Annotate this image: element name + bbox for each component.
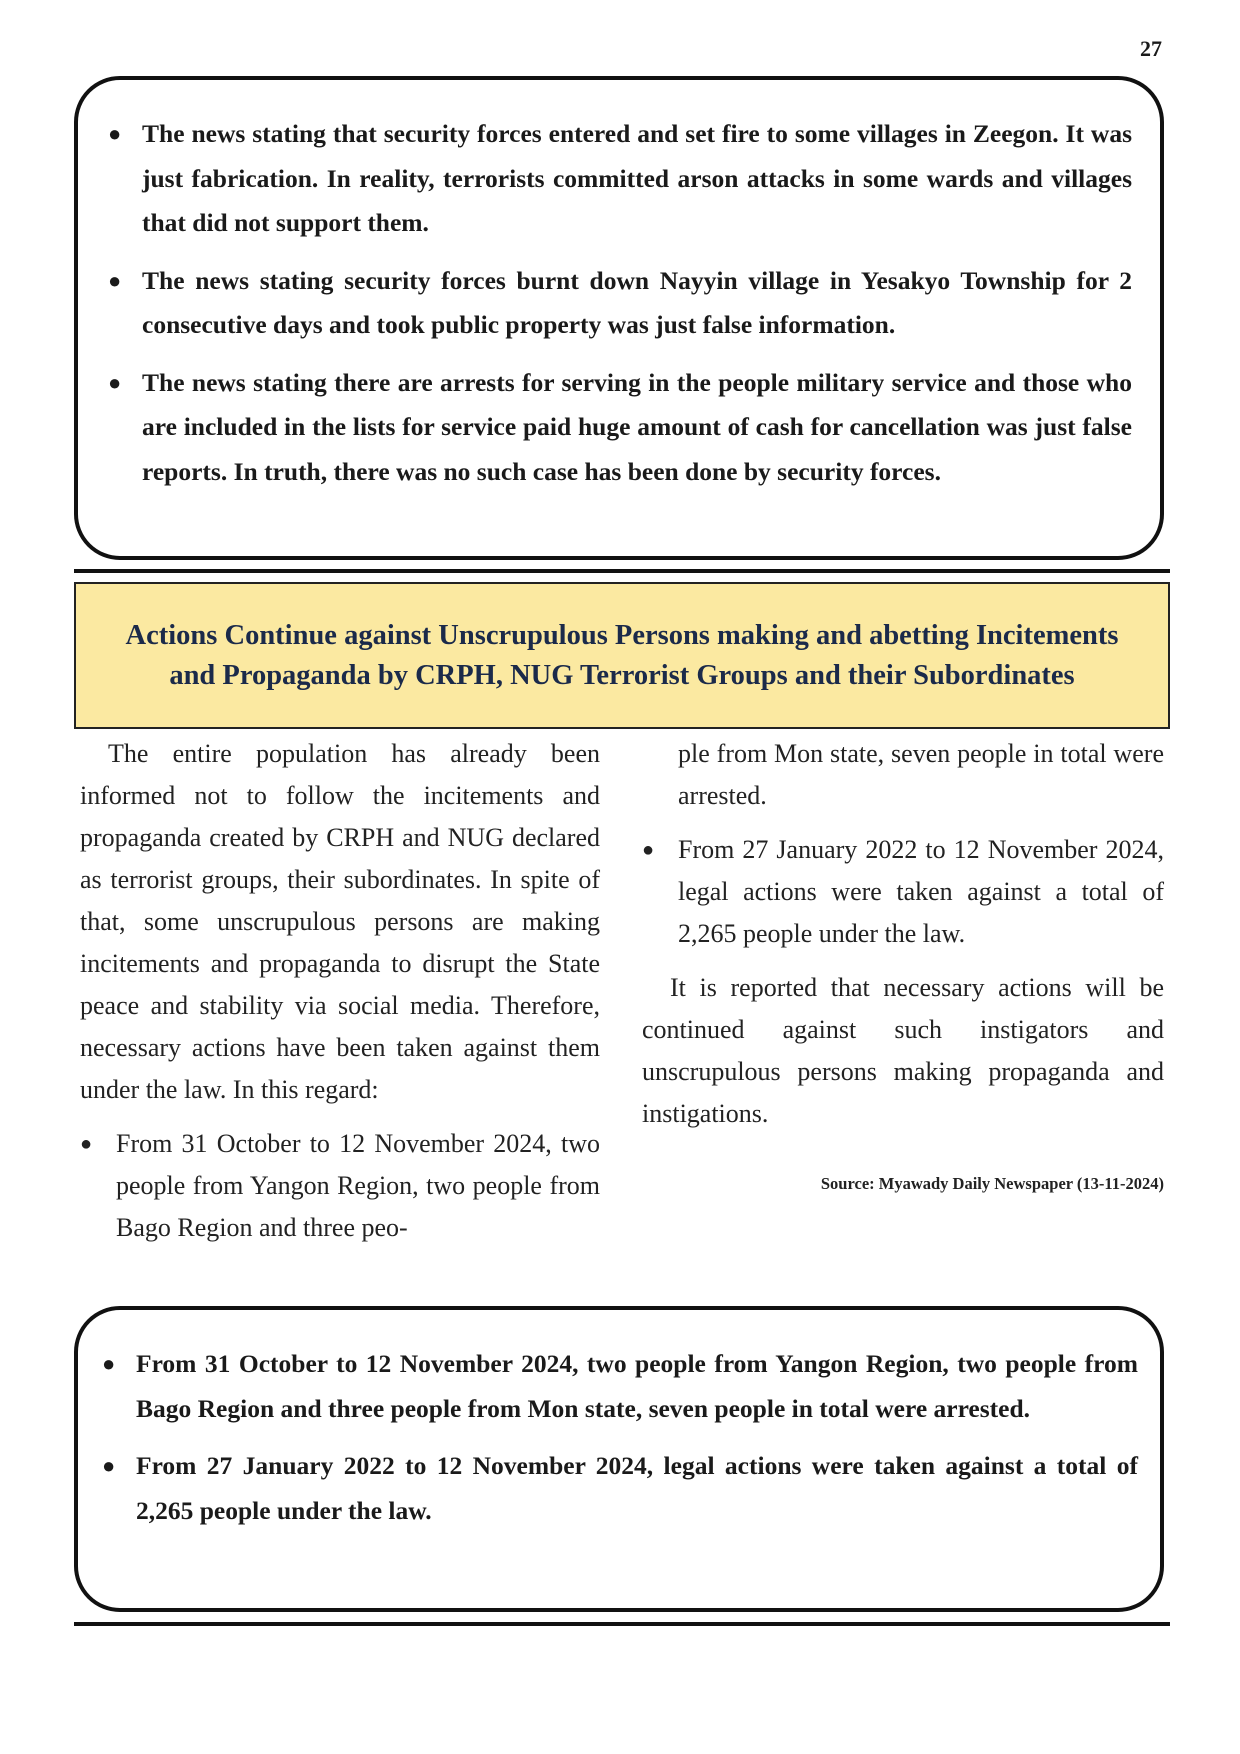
bullet-icon: ●	[80, 1133, 93, 1155]
list-item: ● The news stating security forces burnt down Nayyin village in Yesakyo Township for 2 consecutive days and took public property was just false information.	[142, 259, 1132, 348]
divider	[74, 1622, 1170, 1626]
article-closing: It is reported that necessary actions will be continued against such instigators and unscrupulous persons making propaganda and instigations.	[642, 973, 1164, 1128]
article-title: Actions Continue against Unscrupulous Persons making and abetting Incitements and Propaganda by CRPH, NUG Terrorist Groups and their Subordinates	[125, 619, 1119, 691]
article-title-banner	[74, 582, 1170, 729]
bullet-icon: ●	[108, 267, 122, 293]
list-item: ● From 27 January 2022 to 12 November 2024, legal actions were taken against a total of 2,265 people under the law.	[642, 829, 1164, 955]
list-item: ● The news stating there are arrests for serving in the people military service and those who are included in the lists for service paid huge amount of cash for cancellation was just false reports. In truth, there was no such case has been done by security forces.	[142, 361, 1132, 495]
list-item: ● From 27 January 2022 to 12 November 2024, legal actions were taken against a total of 2,265 people under the law.	[136, 1444, 1138, 1533]
bottom-summary-list	[78, 1310, 1160, 1533]
bullet-icon: ●	[102, 1351, 116, 1376]
bullet-icon: ●	[102, 1453, 116, 1478]
article-list-right	[642, 733, 1164, 955]
article-column-left	[80, 733, 600, 1249]
article-source: Source: Myawady Daily Newspaper (13-11-2024)	[820, 1174, 1164, 1193]
top-summary-box	[74, 76, 1164, 560]
list-item: ● From 31 October to 12 November 2024, two people from Yangon Region, two people from Bago Region and three peo-	[80, 1123, 600, 1249]
list-item: ● From 31 October to 12 November 2024, two people from Yangon Region, two people from Bago Region and three people from Mon state, seven people in total were arrested.	[136, 1342, 1138, 1431]
bullet-icon: ●	[108, 121, 122, 146]
bottom-summary-box	[74, 1306, 1164, 1612]
bullet-icon: ●	[642, 839, 655, 861]
divider	[74, 569, 1170, 573]
bullet-icon: ●	[108, 369, 122, 395]
article-list-left	[80, 1123, 600, 1249]
list-item: ● The news stating that security forces entered and set fire to some villages in Zeegon. It was just fabrication. In reality, terrorists committed arson attacks in some wards and villages that did not support them.	[142, 112, 1132, 246]
list-item: ple from Mon state, seven people in total were arrested.	[678, 739, 1164, 810]
article-intro: The entire population has already been informed not to follow the incitements and propaganda created by CRPH and NUG declared as terrorist groups, their subordinates. In spite of that, some unscrupulous persons are making incitements and propaganda to disrupt the State peace and stability via social media. Therefore, necessary actions have been taken against them under the law. In this regard:	[80, 739, 600, 1104]
top-summary-list	[78, 80, 1160, 494]
article-column-right	[642, 733, 1164, 1205]
page-number: 27	[1140, 36, 1162, 61]
